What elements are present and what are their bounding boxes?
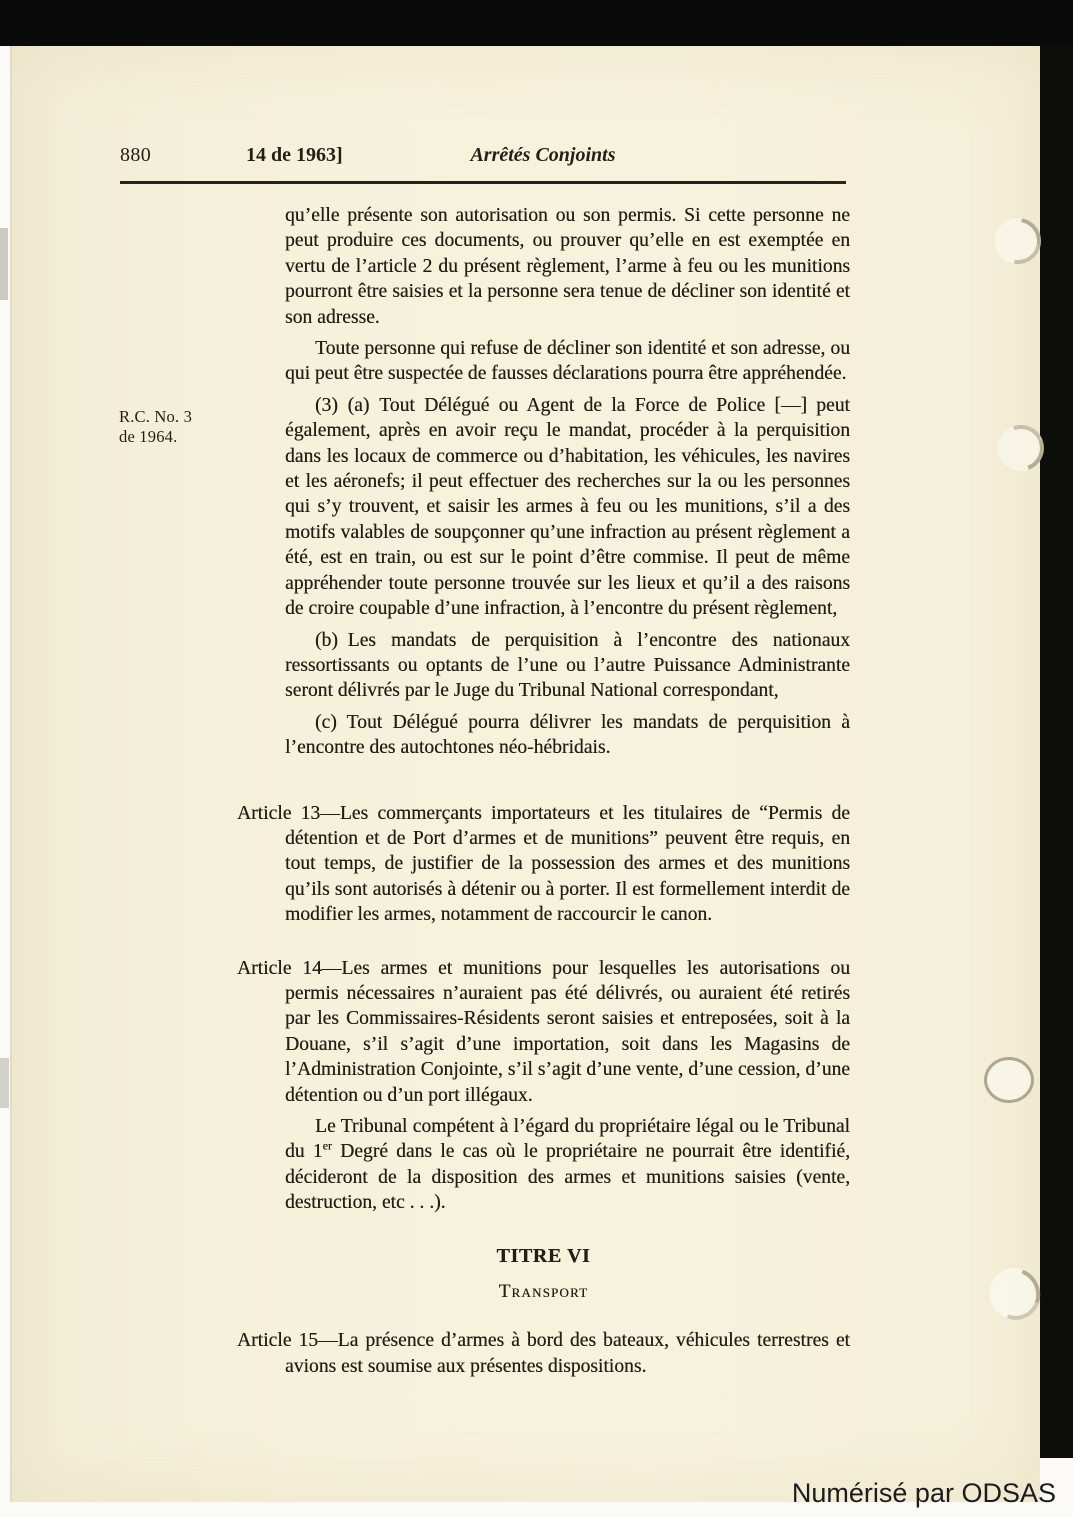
scan-edge-mark (0, 228, 8, 300)
tribunal-superscript: er (322, 1138, 332, 1153)
punch-hole (984, 1057, 1034, 1103)
section-subheading-transport: Transport (498, 1281, 589, 1303)
section-heading-titre-vi: TITRE VI (496, 1244, 591, 1267)
scan-black-bar-top (0, 0, 1073, 46)
article-14-paragraph: Article 14—Les armes et munitions pour lesquelles les autorisations ou permis nécessaires n’auraient pas été délivrés, ou auraient été retirés par les Commissaires-Résidents seront saisies et entreposées, soit à la Douane, s’il s’agit d’une importation, soit dans les Magasins de l’Administration Conjointe, s’il s’agit d’une vente, d’une cession, d’une détention ou d’un port illégaux. (237, 957, 850, 1106)
scan-edge-mark (0, 1058, 9, 1108)
paragraph-c: (c) Tout Délégué pourra délivrer les mandats de perquisition à l’encontre des autochtones néo-hébridais. (285, 711, 850, 759)
document-reference: 14 de 1963] (246, 144, 343, 166)
paragraph-tribunal (237, 1114, 850, 1216)
header-rule (120, 181, 846, 184)
margin-note-line2: de 1964. (119, 427, 178, 446)
scan-black-bar-right (1038, 46, 1073, 1458)
margin-note (119, 407, 192, 447)
paragraph-3a: (3) (a) Tout Délégué ou Agent de la Force de Police [—] peut également, après en avoir reçu le mandat, procéder à la perquisition dans les locaux de commerce ou d’habitation, les véhicules, les navires et les aéronefs; il peut effectuer des recherches sur la ou les personnes qui s’y trouvent, et saisir les armes à feu ou les munitions, s’il a des motifs valables de soupçonner qu’une infraction au présent règlement a été, est en train, ou est sur le point d’être commise. Il peut de même appréhender toute personne trouvée sur les lieux et qu’il a des raisons de croire coupable d’une infraction, à l’encontre du présent règlement, (285, 394, 850, 620)
tribunal-text-before: Le Tribunal compétent à l’égard du propriétaire légal ou le Tribunal du 1 (285, 1116, 850, 1163)
page-number: 880 (120, 144, 152, 166)
article-13-paragraph: Article 13—Les commerçants importateurs et les titulaires de “Permis de détention et de Port d’armes et de munitions” peuvent être requis, en tout temps, de justifier de la possession des armes et des munitions qu’ils sont autorisés à détenir ou à porter. Il est formellement interdit de modifier les armes, notamment de raccourcir le canon. (237, 802, 850, 926)
running-title: Arrêtés Conjoints (470, 144, 616, 166)
margin-note-line1: R.C. No. 3 (119, 407, 193, 426)
document-body (237, 203, 850, 1385)
article-15-paragraph: Article 15—La présence d’armes à bord des bateaux, véhicules terrestres et avions est soumise aux présentes dispositions. (237, 1330, 850, 1377)
paragraph-toute-personne: Toute personne qui refuse de décliner son identité et son adresse, ou qui peut être suspectée de fausses déclarations pourra être appréhendée. (285, 338, 850, 385)
paragraph-b: (b) Les mandats de perquisition à l’encontre des nationaux ressortissants ou optants de l’une ou l’autre Puissance Administrante seront délivrés par le Juge du Tribunal National correspondant, (285, 629, 850, 702)
paragraph-continuation: qu’elle présente son autorisation ou son permis. Si cette personne ne peut produire ces documents, ou prouver qu’elle en est exemptée en vertu de l’article 2 du présent règlement, l’arme à feu ou les munitions pourront être saisies et la personne sera tenue de décliner son identité et son adresse. (285, 205, 850, 328)
scan-watermark: Numérisé par ODSAS (791, 1478, 1056, 1508)
tribunal-text-after: Degré dans le cas où le propriétaire ne pourrait être identifié, décideront de la disposition des armes et munitions saisies (vente, destruction, etc . . .). (285, 1141, 850, 1214)
